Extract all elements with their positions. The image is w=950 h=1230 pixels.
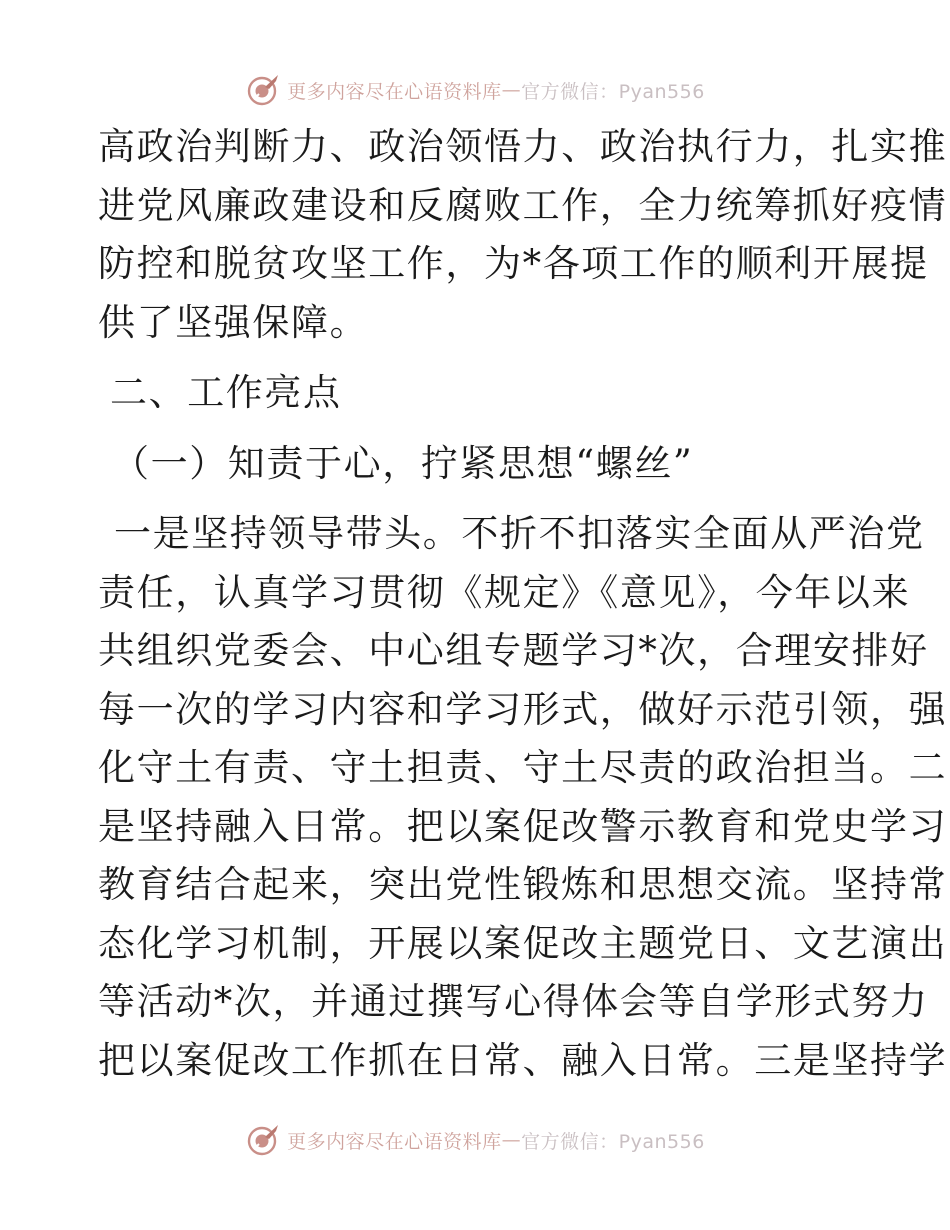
pen-nib-logo-icon [245,1122,281,1158]
header-watermark [0,70,950,110]
paragraph-body [98,505,948,1090]
text-line: 一是坚持领导带头。不折不扣落实全面从严治党 [114,512,925,555]
text-line: 化守土有责、守土担责、守土尽责的政治担当。二 [98,746,948,789]
watermark-brand: 更多内容尽在心语资料库 [287,80,502,103]
document-body [98,118,948,1090]
text-line: 责任，认真学习贯彻《规定》《意见》，今年以来 [98,570,911,614]
text-line: 教育结合起来，突出党性锻炼和思想交流。坚持常 [98,863,948,906]
footer-watermark [0,1120,950,1160]
text-line: 每一次的学习内容和学习形式，做好示范引领，强 [98,687,948,731]
text-line: 态化学习机制，开展以案促改主题党日、文艺演出 [98,921,948,965]
subsection-heading: （一）知责于心，拧紧思想“螺丝” [112,441,694,485]
watermark-account: 官方微信：Pyan556 [521,1130,705,1153]
text-line: 进党风廉政建设和反腐败工作，全力统筹抓好疫情 [98,183,948,227]
text-line: 高政治判断力、政治领悟力、政治执行力，扎实推 [98,125,948,168]
text-line: 防控和脱贫攻坚工作，为*各项工作的顺利开展提 [98,242,929,285]
watermark-brand: 更多内容尽在心语资料库 [287,1130,502,1153]
text-line: 是坚持融入日常。把以案促改警示教育和党史学习 [98,804,948,848]
watermark-separator: — [501,1129,522,1151]
text-line: 等活动*次，并通过撰写心得体会等自学形式努力 [98,980,929,1023]
text-line: 供了坚强保障。 [98,300,369,344]
watermark-separator: — [501,79,522,101]
paragraph-continuation [98,118,948,352]
pen-nib-logo-icon [245,72,281,108]
text-line: 把以案促改工作抓在日常、融入日常。三是坚持学 [98,1038,948,1082]
section-heading: 二、工作亮点 [110,371,342,414]
text-line: 共组织党委会、中心组专题学习*次，合理安排好 [98,629,929,672]
watermark-account: 官方微信：Pyan556 [521,80,705,103]
